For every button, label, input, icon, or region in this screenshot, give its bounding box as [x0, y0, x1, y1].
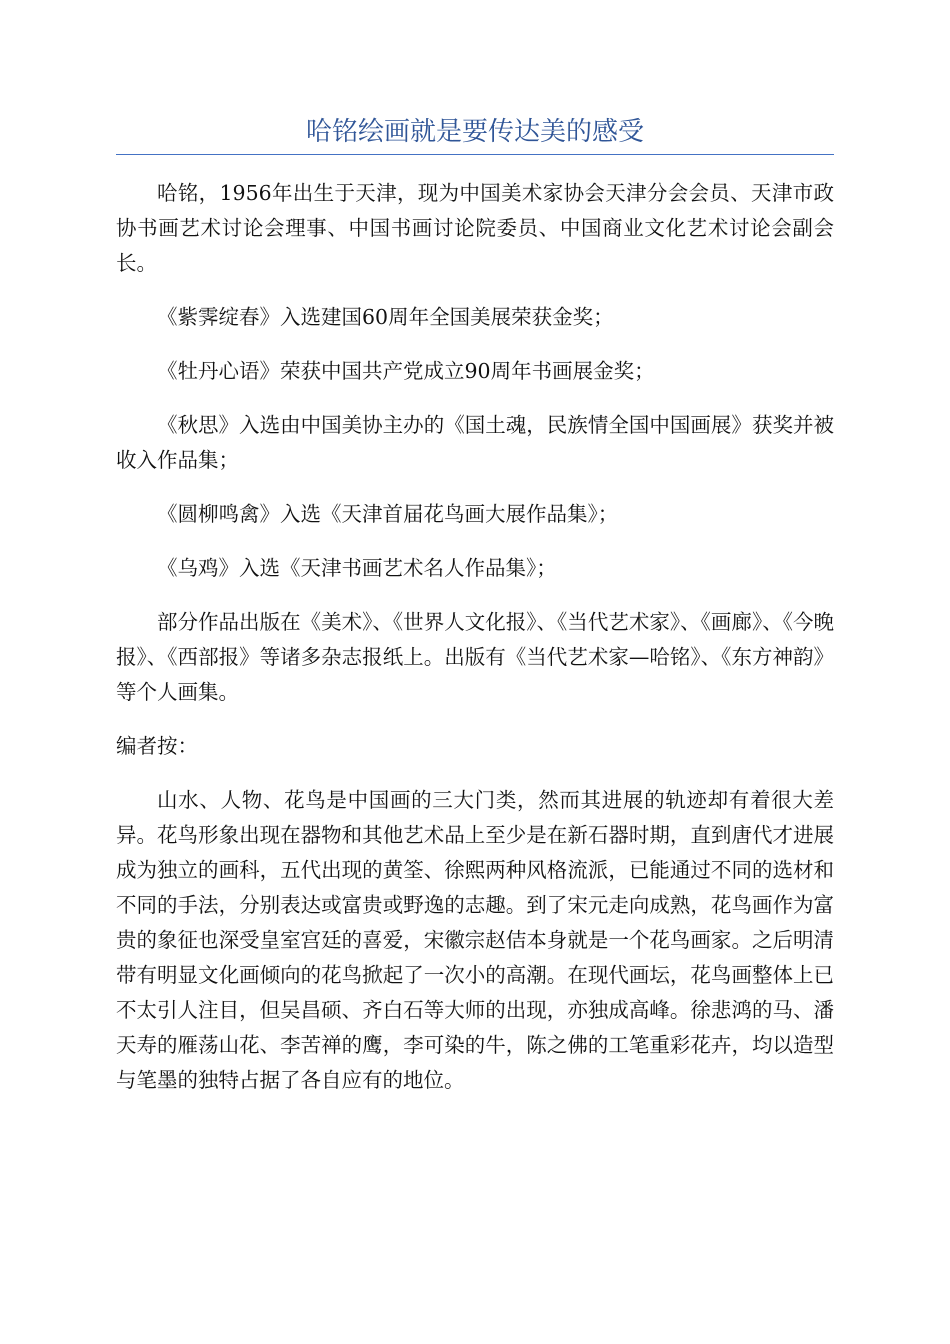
paragraph-publications: 部分作品出版在《美术》、《世界人文化报》、《当代艺术家》、《画廊》、《今晚报》、《西部报》等诸多杂志报纸上。出版有《当代艺术家—哈铭》、《东方神韵》等个人画集。 [116, 610, 834, 704]
paragraph-editor-note-heading: 编者按： [116, 734, 198, 758]
paragraph-bio: 哈铭，1956年出生于天津，现为中国美术家协会天津分会会员、天津市政协书画艺术讨论会理事、中国书画讨论院委员、中国商业文化艺术讨论会副会长。 [116, 181, 834, 275]
title-underline [116, 154, 834, 155]
paragraph-award-1: 《紫霁绽春》入选建国60周年全国美展荣获金奖； [157, 305, 614, 329]
document-body [116, 176, 834, 1117]
document-title: 哈铭绘画就是要传达美的感受 [305, 117, 644, 147]
paragraph-award-4: 《圆柳鸣禽》入选《天津首届花鸟画大展作品集》； [157, 502, 619, 526]
paragraph-award-2: 《牡丹心语》荣获中国共产党成立90周年书画展金奖； [157, 359, 655, 383]
paragraph-award-3: 《秋思》入选由中国美协主办的《国土魂，民族情全国中国画展》获奖并被收入作品集； [116, 413, 834, 472]
paragraph-editor-note: 山水、人物、花鸟是中国画的三大门类，然而其进展的轨迹却有着很大差异。花鸟形象出现在器物和其他艺术品上至少是在新石器时期，直到唐代才进展成为独立的画科，五代出现的黄筌、徐熙两种风格流派，已能通过不同的选材和不同的手法，分别表达或富贵或野逸的志趣。到了宋元走向成熟，花鸟画作为富贵的象征也深受皇室宫廷的喜爱，宋徽宗赵佶本身就是一个花鸟画家。之后明清带有明显文化画倾向的花鸟掀起了一次小的高潮。在现代画坛，花鸟画整体上已不太引人注目，但吴昌硕、齐白石等大师的出现，亦独成高峰。徐悲鸿的马、潘天寿的雁荡山花、李苦禅的鹰，李可染的牛，陈之佛的工笔重彩花卉，均以造型与笔墨的独特占据了各自应有的地位。 [116, 788, 834, 1092]
paragraph-award-5: 《乌鸡》入选《天津书画艺术名人作品集》； [157, 556, 557, 580]
